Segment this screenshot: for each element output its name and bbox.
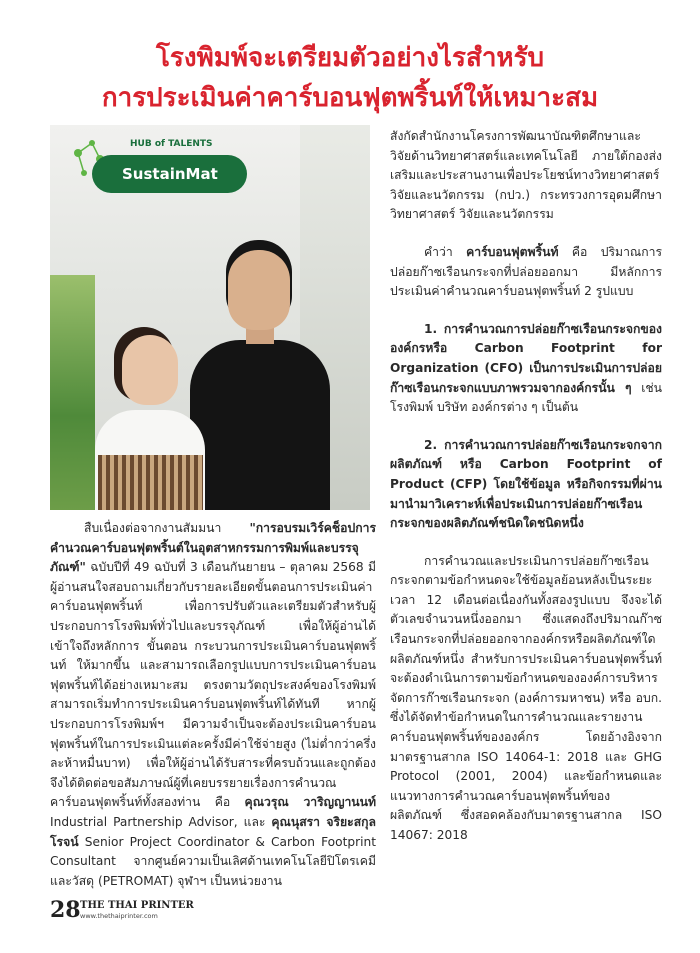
standards-paragraph: การคำนวณและประเมินการปล่อยก๊าซเรือนกระจกตามข้อกำหนดจะใช้ข้อมูลย้อนหลังเป็นระยะเวลา 12 เดือนต่อเนื่องกันทั้งสองรูปแบบ จึงจะได้ตัวเลขจำนวนหนึ่งออกมา ซึ่งแสดงถึงปริมาณก๊าซเรือนกระจกที่ปล่อยออกจากองค์กรหรือผลิตภัณฑ์ใดผลิตภัณฑ์หนึ่ง สำหรับการประเมินคาร์บอนฟุตพริ้นท์จะต้องดำเนินการตามข้อกำหนดขององค์การบริหารจัดการก๊าซเรือนกระจก (องค์การมหาชน) หรือ อบก. ซึ่งได้จัดทำข้อกำหนดในการคำนวณและรายงานคาร์บอนฟุตพริ้นท์ขององค์กร โดยอ้างอิงจากมาตรฐานสากล ISO 14064-1: 2018 และ GHG Protocol (2001, 2004) และข้อกำหนดและแนวทางการคำนวณคาร์บอนฟุตพริ้นท์ของผลิตภัณฑ์ ซึ่งสอดคล้องกับมาตรฐานสากล ISO 14067: 2018 <box>390 553 662 842</box>
intro-text-d: Senior Project Coordinator & Carbon Footprint Consultant จากศูนย์ความเป็นเลิศด้านเทคโนโลยีปิโตรเคมีและวัสดุ (PETROMAT) จุฬาฯ เป็นหน่วยงาน <box>50 834 376 888</box>
woman-skirt <box>98 455 203 510</box>
photo-plants <box>50 275 95 510</box>
left-column <box>50 519 376 891</box>
woman-head <box>122 335 178 405</box>
headline-line-2: การประเมินค่าคาร์บอนฟุตพริ้นท์ให้เหมาะสม <box>101 83 599 113</box>
carbon-footprint-term: คาร์บอนฟุตพริ้นท์ <box>466 244 559 259</box>
agency-paragraph: สังกัดสำนักงานโครงการพัฒนาบัณฑิตศึกษาและวิจัยด้านวิทยาศาสตร์และเทคโนโลยี ภายใต้กองส่งเสริมและประสานงานเพื่อประโยชน์ทางวิทยาศาสตร์ วิจัยและนวัตกรรม (กปว.) กระทรวงการอุดมศึกษาวิทยาศาสตร์ วิจัยและนวัตกรรม <box>390 129 662 222</box>
cfp-item: 2. การคำนวณการปล่อยก๊าซเรือนกระจกจากผลิตภัณฑ์ หรือ Carbon Footprint of Product (CFP) โดยใช้ข้อมูล หรือกิจกรรมที่ผ่านมานำมาวิเคราะห์เพื่อประเมินการปล่อยก๊าซเรือนกระจกของผลิตภัณฑ์ชนิดใดชนิดหนึ่ง <box>390 437 662 531</box>
interview-photo <box>50 125 370 510</box>
interviewee-2-name: คุณนุสรา จริยะสกุลโรจน์ <box>50 814 376 849</box>
sustainmat-sign: SustainMat <box>92 155 247 193</box>
cfo-item-rest: เช่น โรงพิมพ์ บริษัท องค์กรต่าง ๆ เป็นต้น <box>390 380 662 415</box>
interviewee-1-name: คุณวรุณ วาริญญานนท์ <box>244 795 376 810</box>
publication-website: www.thethaiprinter.com <box>80 912 158 920</box>
article-headline <box>40 38 660 118</box>
cfo-item-bold: 1. การคำนวณการปล่อยก๊าซเรือนกระจกขององค์กรหรือ Carbon Footprint for Organization (CFO) เป็นการประเมินการปล่อยก๊าซเรือนกระจกแบบภาพรวมจากองค์กรนั้น ๆ <box>390 321 662 395</box>
headline-line-1: โรงพิมพ์จะเตรียมตัวอย่างไรสำหรับ <box>155 43 545 73</box>
seminar-title: "การอบรมเวิร์คช็อปการคำนวณคาร์บอนฟุตพริ้นต์ในอุตสาหกรรมการพิมพ์และบรรจุภัณฑ์" <box>50 521 376 575</box>
intro-text-b: ฉบับปีที่ 49 ฉบับที่ 3 เดือนกันยายน – ตุลาคม 2568 มีผู้อ่านสนใจสอบถามเกี่ยวกับรายละเอียดขั้นตอนการประเมินค่าคาร์บอนฟุตพริ้นท์ เพื่อการปรับตัวและเตรียมตัวสำหรับผู้ประกอบการโรงพิมพ์ทั่วไปและบรรจุภัณฑ์ เพื่อให้ผู้อ่านได้เข้าใจถึงหลักการ ขั้นตอน กระบวนการประเมินคาร์บอนฟุตพริ้นท์ ให้มากขึ้น และสามารถเลือกรูปแบบการประเมินคาร์บอนฟุตพริ้นท์ได้อย่างเหมาะสม ตรงตามวัตถุประสงค์ของโรงพิมพ์ สามารถเริ่มทำการประเมินคาร์บอนฟุตพริ้นท์ได้ทันที หากผู้ประกอบการโรงพิมพ์ฯ มีความจำเป็นจะต้องประเมินคาร์บอนฟุตพริ้นท์ในการประเมินแต่ละครั้งมีค่าใช้จ่ายสูง (ไม่ต่ำกว่าครึ่งละห้าหมื่นบาท) เพื่อให้ผู้อ่านได้รับสาระที่ครบถ้วนและถูกต้อง จึงได้ติดต่อขอสัมภาษณ์ผู้ที่เคยบรรยายเรื่องการคำนวณคาร์บอนฟุตพริ้นท์ทั้งสองท่าน คือ <box>50 560 376 810</box>
intro-text-a: สืบเนื่องต่อจากงานสัมมนา <box>84 521 250 535</box>
page-number: 28 <box>50 897 81 923</box>
sign-tagline: HUB of TALENTS <box>130 139 213 149</box>
definition-text-a: คำว่า <box>424 244 467 259</box>
definition-text-b: คือ ปริมาณการปล่อยก๊าซเรือนกระจกที่ปล่อยออกมา มีหลักการประเมินค่าคำนวณคาร์บอนฟุตพริ้นท์ 2 รูปแบบ <box>390 244 662 299</box>
intro-paragraph <box>50 519 376 891</box>
intro-text-c: Industrial Partnership Advisor, และ <box>50 814 272 829</box>
man-figure <box>190 340 330 510</box>
right-column <box>390 127 662 846</box>
man-head <box>228 250 290 330</box>
cfo-item <box>390 320 662 418</box>
definition-paragraph <box>390 243 662 302</box>
publication-name: THE THAI PRINTER <box>80 900 194 911</box>
